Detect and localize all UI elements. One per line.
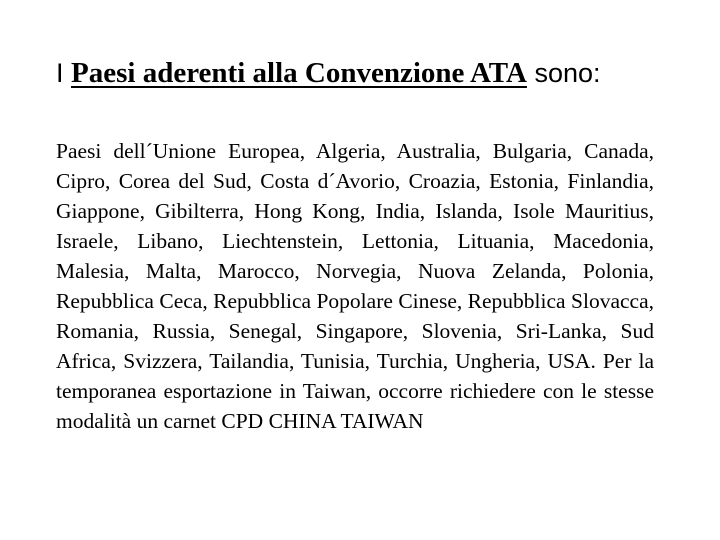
body-paragraph: Paesi dell´Unione Europea, Algeria, Australia, Bulgaria, Canada, Cipro, Corea del Sud, Costa d´Avorio, Croazia, Estonia, Finlandia, Giappone, Gibilterra, Hong Kong, India, Islanda, Isole Mauritius, Israele, Libano, Liechtenstein, Lettonia, Lituania, Macedonia, Malesia, Malta, Marocco, Norvegia, Nuova Zelanda, Polonia, Repubblica Ceca, Repubblica Popolare Cinese, Repubblica Slovacca, Romania, Russia, Senegal, Singapore, Slovenia, Sri-Lanka, Sud Africa, Svizzera, Tailandia, Tunisia, Turchia, Ungheria, USA. Per la temporanea esportazione in Taiwan, occorre richiedere con le stesse modalità un carnet CPD CHINA TAIWAN	[56, 139, 654, 433]
heading-emphasis: Paesi aderenti alla Convenzione ATA	[71, 57, 527, 89]
heading-prefix: I	[56, 58, 72, 88]
slide-heading	[56, 55, 601, 91]
heading-suffix: sono:	[526, 58, 601, 88]
